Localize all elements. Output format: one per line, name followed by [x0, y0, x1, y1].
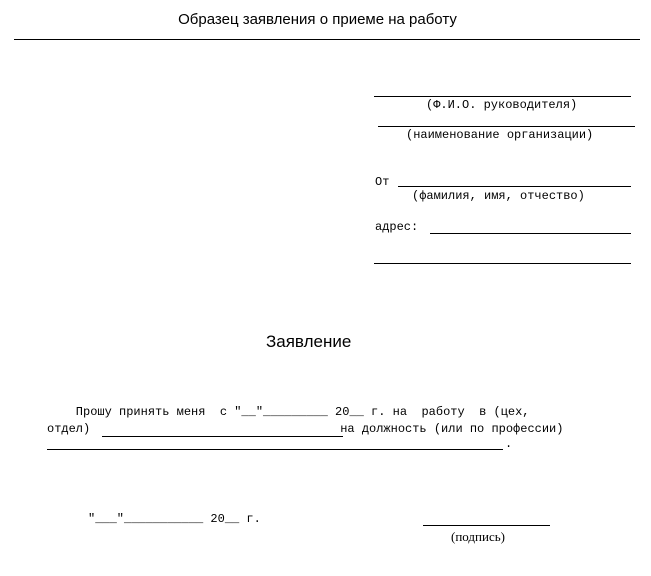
address-line-2 — [374, 263, 631, 264]
manager-name-caption: (Ф.И.О. руководителя) — [426, 98, 578, 112]
department-line — [102, 436, 343, 437]
date-field: "___"___________ 20__ г. — [88, 512, 261, 526]
applicant-name-line — [398, 186, 631, 187]
applicant-name-caption: (фамилия, имя, отчество) — [412, 189, 585, 203]
position-line — [47, 449, 503, 450]
signature-caption: (подпись) — [451, 529, 505, 544]
organization-name-line — [378, 126, 635, 127]
organization-name-caption: (наименование организации) — [406, 128, 594, 142]
signature-line — [423, 525, 550, 526]
body-text-line-1: Прошу принять меня с "__"_________ 20__ г. на работу в (цех, — [47, 405, 530, 419]
address-line-1 — [430, 233, 631, 234]
body-text-dept-start: отдел) — [47, 422, 91, 436]
from-label: От — [375, 175, 390, 189]
title-divider — [14, 39, 640, 40]
body-text-line-2 — [47, 423, 563, 435]
address-label: адрес: — [375, 220, 419, 234]
page-title: Образец заявления о приеме на работу — [178, 11, 457, 28]
manager-name-line — [374, 96, 631, 97]
document-heading: Заявление — [266, 332, 352, 351]
body-text-position: на должность (или по профессии) — [340, 422, 564, 436]
body-end-dot: . — [505, 437, 513, 451]
